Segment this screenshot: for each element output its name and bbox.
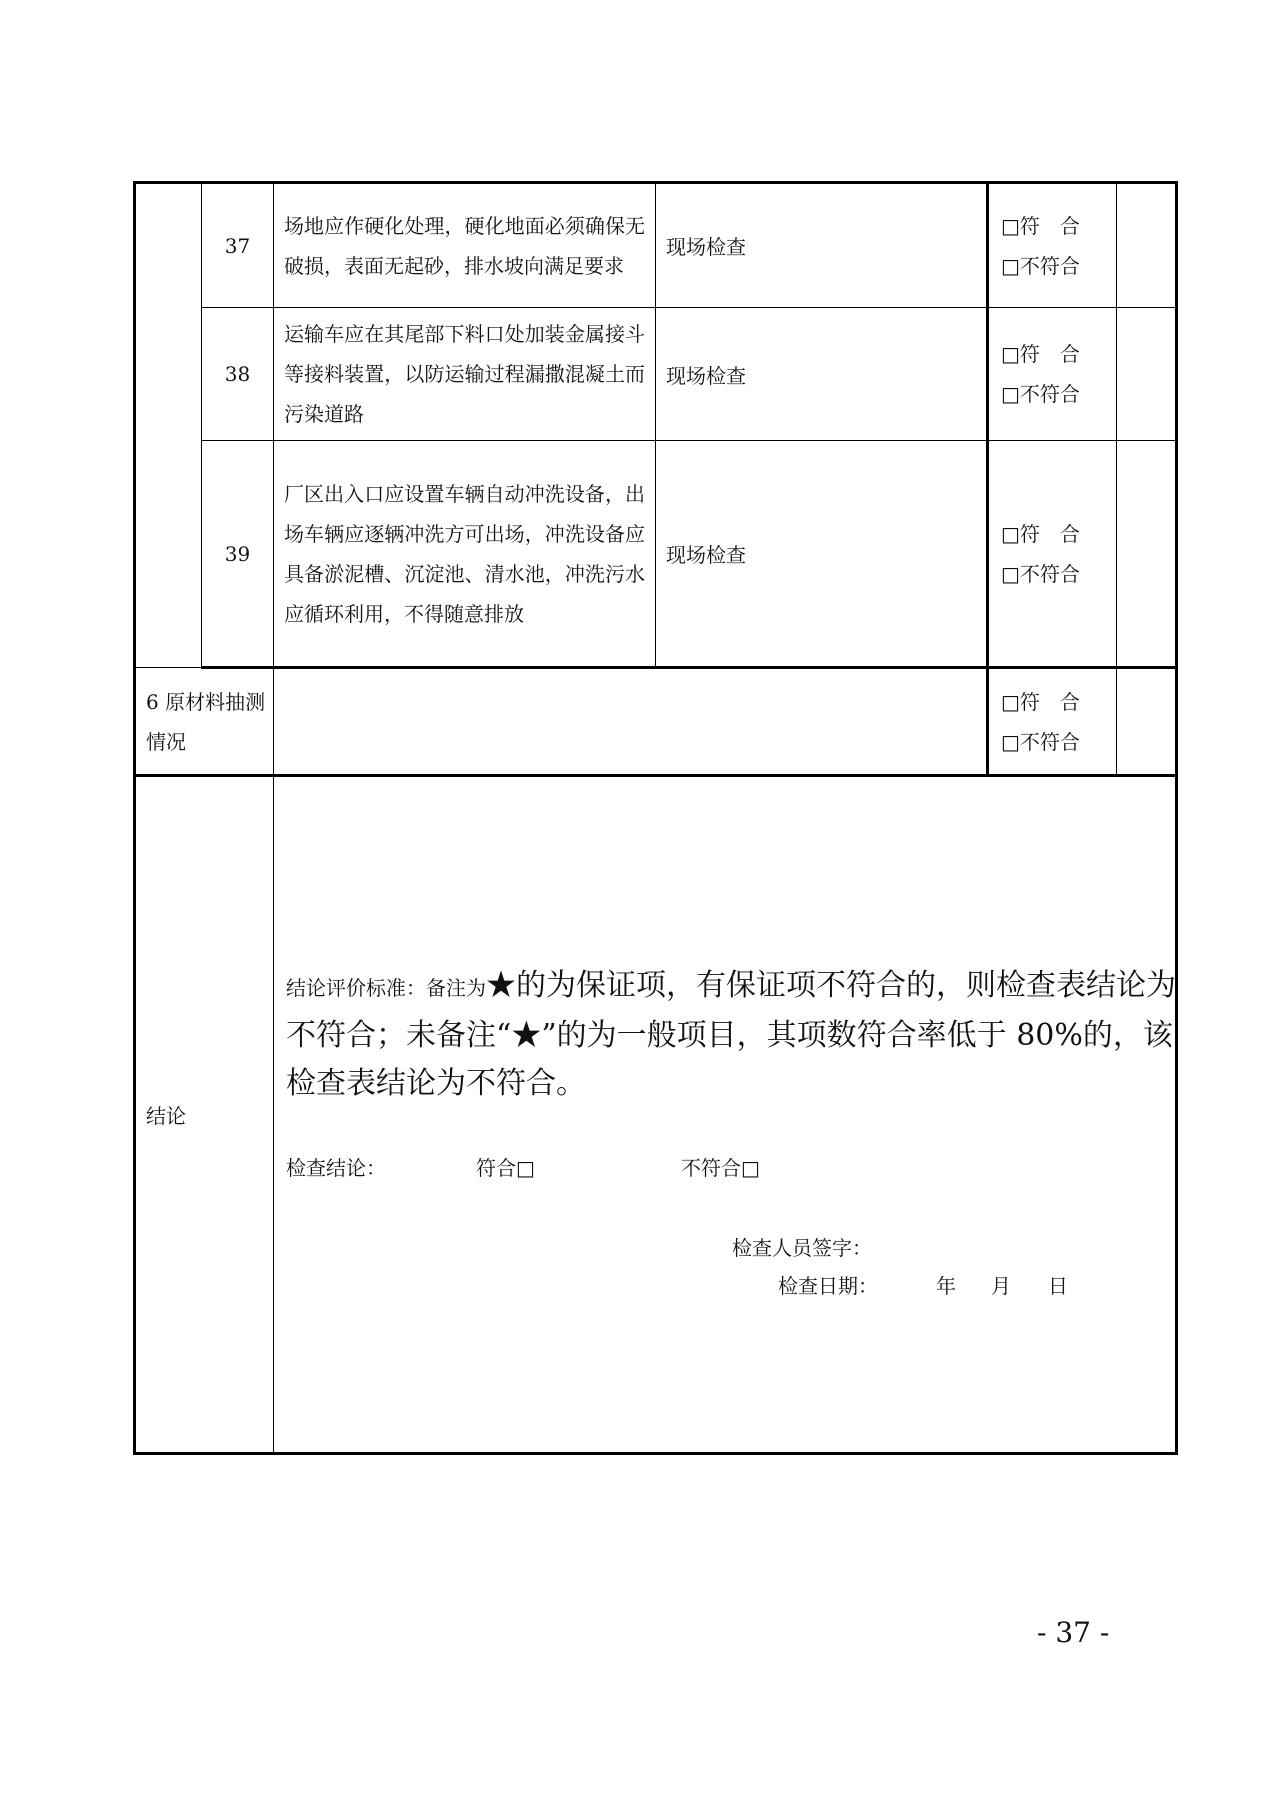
criteria-text: ★的为保证项，有保证项不符合的，则检查表结论为不符合；未备注“★”的为一般项目，其项数符合率低于 80%的，该检查表结论为不符合。	[286, 968, 1176, 1101]
date-year: 年	[936, 1274, 956, 1298]
remark-cell	[1117, 183, 1177, 308]
category-cell-empty	[135, 183, 202, 668]
result-options	[988, 308, 1117, 441]
item-requirement: 厂区出入口应设置车辆自动冲洗设备，出场车辆应逐辆冲洗方可出场，冲洗设备应具备淤泥槽、沉淀池、清水池，冲洗污水应循环利用，不得随意排放	[274, 441, 656, 668]
item-requirement: 运输车应在其尾部下料口处加装金属接斗等接料装置，以防运输过程漏撒混凝土而污染道路	[274, 308, 656, 441]
item-number: 39	[202, 441, 274, 668]
option-nonconform[interactable]: □不符合	[1001, 382, 1080, 406]
table-row	[135, 183, 1177, 308]
result-options	[988, 668, 1117, 776]
conclusion-criteria	[286, 962, 1176, 1108]
table-row	[135, 668, 1177, 776]
option-conform[interactable]: □符 合	[1001, 213, 1080, 238]
item-method: 现场检查	[656, 308, 988, 441]
signature-label: 检查人员签字：	[732, 1236, 872, 1260]
conclusion-row	[135, 776, 1177, 1454]
inspection-checklist-table	[133, 181, 1178, 1455]
date-label: 检查日期：	[778, 1274, 878, 1298]
verdict-conform-checkbox[interactable]: 符合□	[476, 1156, 535, 1180]
raw-material-content	[274, 668, 988, 776]
conclusion-content	[274, 776, 1177, 1454]
criteria-lead: 结论评价标准：备注为	[286, 976, 486, 1000]
result-options	[988, 441, 1117, 668]
remark-cell	[1117, 441, 1177, 668]
conclusion-label: 结论	[135, 776, 274, 1454]
option-nonconform[interactable]: □不符合	[1001, 253, 1080, 278]
item-method: 现场检查	[656, 183, 988, 308]
verdict-label: 检查结论：	[286, 1156, 386, 1180]
item-number: 37	[202, 183, 274, 308]
raw-material-label: 6 原材料抽测情况	[135, 668, 274, 776]
option-conform[interactable]: □符 合	[1001, 521, 1080, 546]
table-row	[135, 441, 1177, 668]
option-nonconform[interactable]: □不符合	[1001, 729, 1080, 754]
date-day: 日	[1048, 1274, 1068, 1298]
verdict-nonconform-checkbox[interactable]: 不符合□	[681, 1156, 760, 1180]
item-requirement: 场地应作硬化处理，硬化地面必须确保无破损，表面无起砂，排水坡向满足要求	[274, 183, 656, 308]
remark-cell	[1117, 308, 1177, 441]
table-row	[135, 308, 1177, 441]
option-conform[interactable]: □符 合	[1001, 342, 1080, 366]
remark-cell	[1117, 668, 1177, 776]
page-number: - 37 -	[1037, 1616, 1110, 1649]
option-conform[interactable]: □符 合	[1001, 689, 1080, 714]
option-nonconform[interactable]: □不符合	[1001, 561, 1080, 586]
item-method: 现场检查	[656, 441, 988, 668]
date-month: 月	[991, 1274, 1011, 1298]
result-options	[988, 183, 1117, 308]
item-number: 38	[202, 308, 274, 441]
